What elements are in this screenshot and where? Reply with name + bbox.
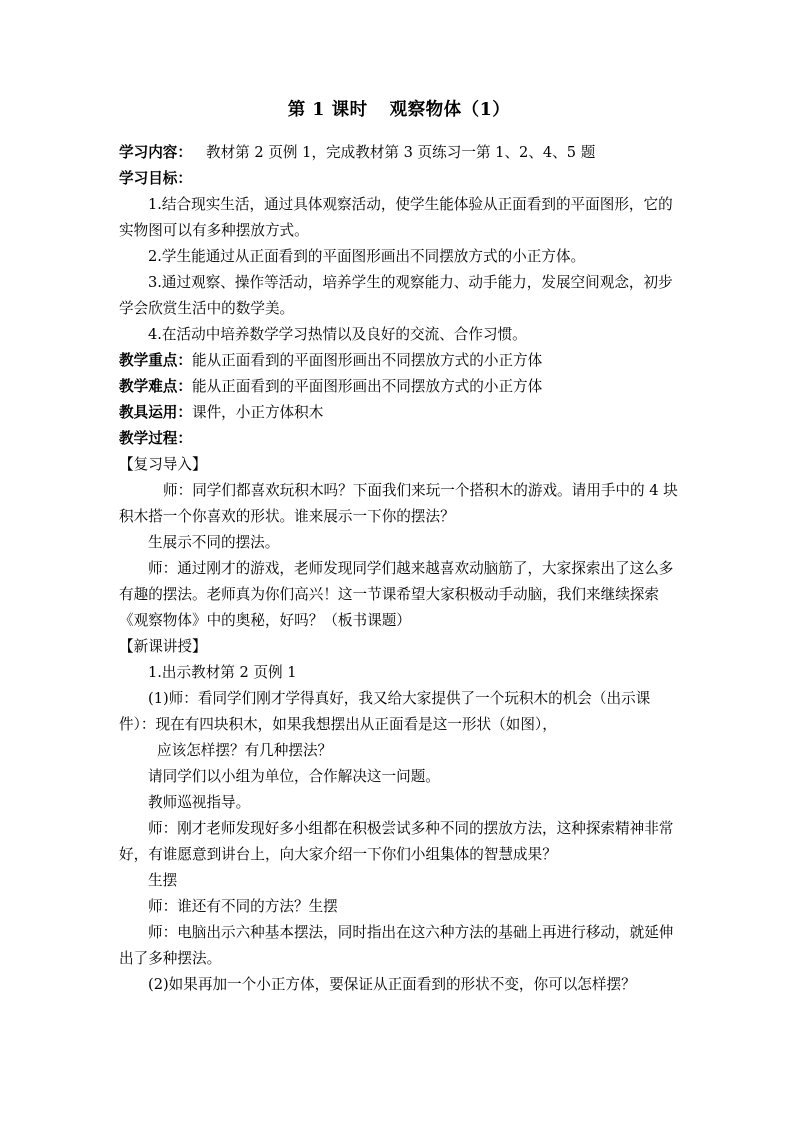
new-lesson-paragraph-1: 1.出示教材第 2 页例 1 xyxy=(148,664,297,681)
review-paragraph-2: 生展示不同的摆法。 xyxy=(148,534,280,551)
difficulty-line xyxy=(119,374,679,400)
goal-item-4: 4.在活动中培养数学学习热情以及良好的交流、合作习惯。 xyxy=(148,326,527,343)
tools-text: 课件，小正方体积木 xyxy=(191,404,324,421)
study-content-label: 学习内容： xyxy=(119,144,192,161)
review-heading: 【复习导入】 xyxy=(119,456,207,473)
new-lesson-paragraph-6: 师：刚才老师发现好多小组都在积极尝试多种不同的摆放方法，这种探索精神非常好，有谁愿意到讲台上，向大家介绍一下你们小组集体的智慧成果？ xyxy=(119,820,674,863)
title-topic: 观察物体（1） xyxy=(389,100,511,120)
new-lesson-paragraph-8: 师：谁还有不同的方法？生摆 xyxy=(148,898,338,915)
key-point-line xyxy=(119,348,679,374)
review-paragraph-3: 师：通过刚才的游戏，老师发现同学们越来越喜欢动脑筋了，大家探索出了这么多有趣的摆法。老师真为你们高兴！这一节课希望大家积极动手动脑，我们来继续探索《观察物体》中的奥秘，好吗？（板书课题） xyxy=(119,560,674,629)
goal-item-3: 3.通过观察、操作等活动，培养学生的观察能力、动手能力，发展空间观念，初步学会欣赏生活中的数学美。 xyxy=(119,274,673,317)
new-lesson-paragraph-3: 应该怎样摆？有几种摆法？ xyxy=(157,742,333,759)
goal-item-1: 1.结合现实生活，通过具体观察活动，使学生能体验从正面看到的平面图形，它的实物图可以有多种摆放方式。 xyxy=(119,196,673,239)
tools-label: 教具运用： xyxy=(119,404,192,421)
study-content-text: 教材第 2 页例 1，完成教材第 3 页练习一第 1、2、4、5 题 xyxy=(205,144,596,161)
study-goals-label: 学习目标： xyxy=(119,170,192,187)
new-lesson-paragraph-4: 请同学们以小组为单位，合作解决这一问题。 xyxy=(148,768,440,785)
new-lesson-paragraph-9: 师：电脑出示六种基本摆法，同时指出在这六种方法的基础上再进行移动，就延伸出了多种摆法。 xyxy=(119,924,674,967)
review-paragraph-1: 师：同学们都喜欢玩积木吗？下面我们来玩一个搭积木的游戏。请用手中的 4 块积木搭一个你喜欢的形状。谁来展示一下你的摆法？ xyxy=(119,482,678,525)
document-body xyxy=(119,96,679,998)
new-lesson-heading: 【新课讲授】 xyxy=(119,638,207,655)
difficulty-label: 教学难点： xyxy=(119,378,192,395)
new-lesson-paragraph-5: 教师巡视指导。 xyxy=(148,794,251,811)
study-content-line xyxy=(119,140,679,166)
page-title xyxy=(119,96,679,124)
tools-line xyxy=(119,400,679,426)
process-label: 教学过程： xyxy=(119,430,192,447)
new-lesson-paragraph-2: (1)师：看同学们刚才学得真好，我又给大家提供了一个玩积木的机会（出示课件）：现在有四块积木，如果我想摆出从正面看是这一形状（如图）， xyxy=(119,690,651,733)
new-lesson-paragraph-10: (2)如果再加一个小正方体，要保证从正面看到的形状不变，你可以怎样摆？ xyxy=(148,976,636,993)
goal-item-2: 2.学生能通过从正面看到的平面图形画出不同摆放方式的小正方体。 xyxy=(148,248,586,265)
difficulty-text: 能从正面看到的平面图形画出不同摆放方式的小正方体 xyxy=(191,378,543,395)
title-lesson-number: 第 1 课时 xyxy=(287,100,368,120)
key-point-text: 能从正面看到的平面图形画出不同摆放方式的小正方体 xyxy=(191,352,543,369)
key-point-label: 教学重点： xyxy=(119,352,192,369)
new-lesson-paragraph-7: 生摆 xyxy=(148,872,178,889)
